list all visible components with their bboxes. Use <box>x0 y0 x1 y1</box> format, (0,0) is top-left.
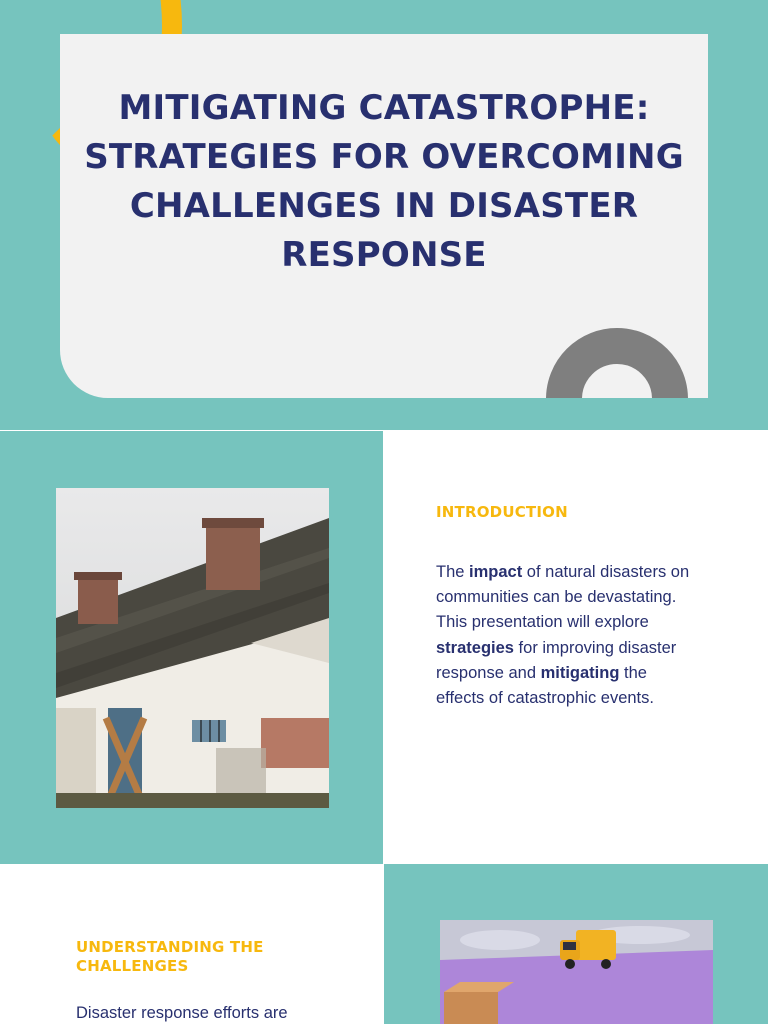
emphasis-mitigating: mitigating <box>540 663 620 682</box>
challenges-paragraph: Disaster response efforts are <box>76 1004 288 1022</box>
presentation-title: MITIGATING CATASTROPHE: STRATEGIES FOR OVERCOMING CHALLENGES IN DISASTER RESPONSE <box>84 88 684 275</box>
toy-truck-map-photo <box>440 920 713 1024</box>
emphasis-impact: impact <box>469 563 523 581</box>
challenges-heading: UNDERSTANDING THE CHALLENGES <box>76 938 264 975</box>
introduction-paragraph: The impact of natural disasters on communities can be devastating. This presentation will explore strategies for improving disaster response and mitigating the effects of catastrophic events. <box>436 563 690 708</box>
gray-ring-decoration <box>546 328 688 398</box>
title-card <box>60 34 708 398</box>
challenges-slide <box>0 864 768 1024</box>
emphasis-strategies: strategies <box>436 638 514 657</box>
title-slide <box>0 0 768 430</box>
introduction-slide <box>0 431 768 864</box>
introduction-heading: INTRODUCTION <box>436 503 568 521</box>
abandoned-house-photo <box>56 488 329 808</box>
